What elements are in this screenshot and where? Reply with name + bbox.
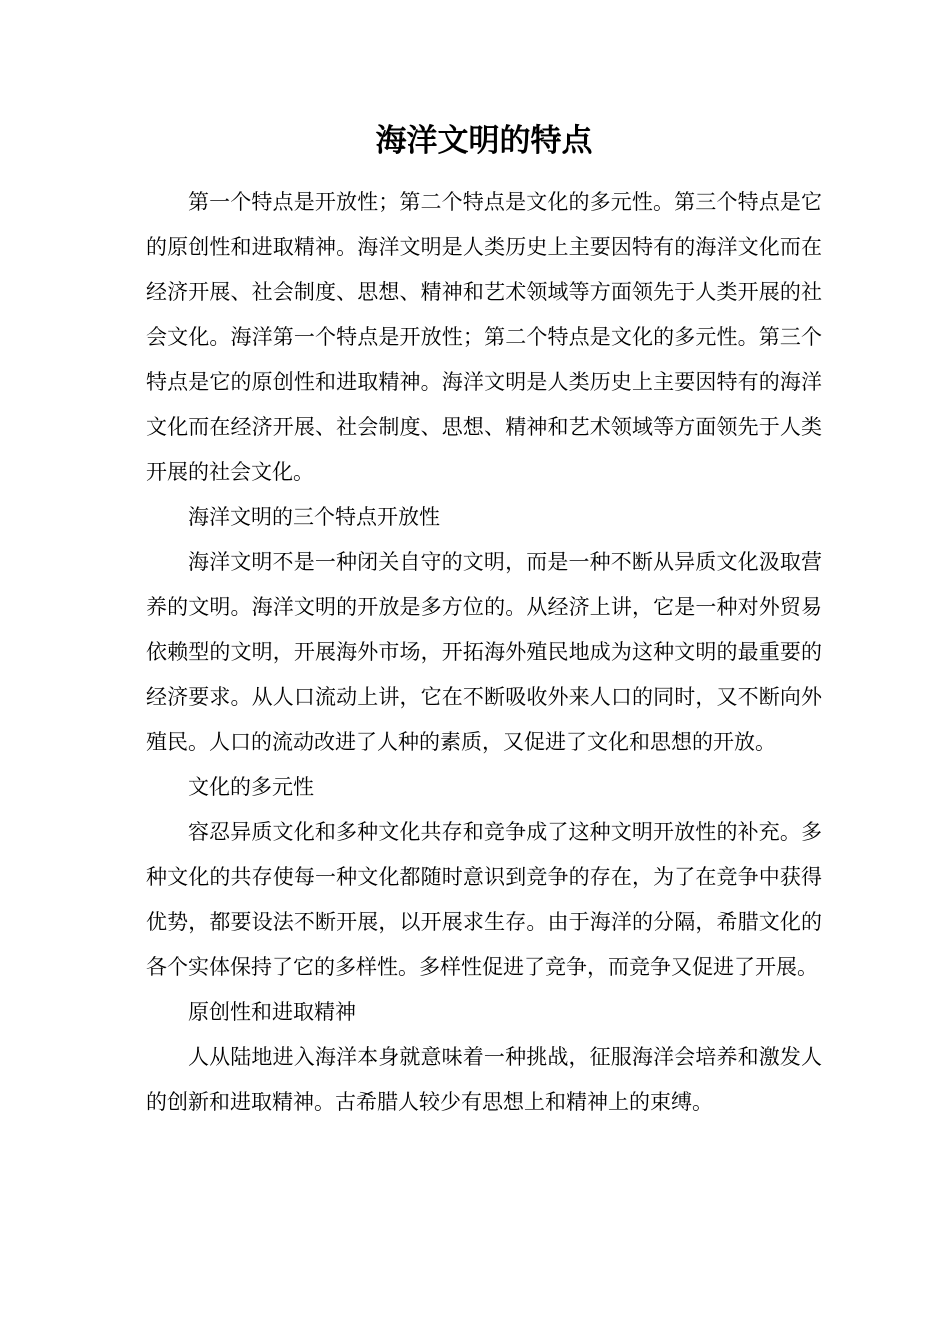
- section-heading-originality: 原创性和进取精神: [188, 1000, 356, 1024]
- paragraph-originality: 人从陆地进入海洋本身就意味着一种挑战，征服海洋会培养和激发人的创新和进取精神。古希腊人较少有思想上和精神上的束缚。: [146, 1045, 822, 1114]
- document-body: [146, 180, 822, 1125]
- document-title: 海洋文明的特点: [375, 123, 593, 159]
- section-heading-openness: 海洋文明的三个特点开放性: [188, 505, 440, 529]
- section-heading-diversity: 文化的多元性: [188, 775, 314, 799]
- document-page: [146, 110, 822, 1125]
- paragraph-openness: 海洋文明不是一种闭关自守的文明，而是一种不断从异质文化汲取营养的文明。海洋文明的开放是多方位的。从经济上讲，它是一种对外贸易依赖型的文明，开展海外市场，开拓海外殖民地成为这种文明的最重要的经济要求。从人口流动上讲，它在不断吸收外来人口的同时，又不断向外殖民。人口的流动改进了人种的素质，又促进了文化和思想的开放。: [146, 550, 822, 754]
- paragraph-intro: 第一个特点是开放性；第二个特点是文化的多元性。第三个特点是它的原创性和进取精神。海洋文明是人类历史上主要因特有的海洋文化而在经济开展、社会制度、思想、精神和艺术领域等方面领先于人类开展的社会文化。海洋第一个特点是开放性；第二个特点是文化的多元性。第三个特点是它的原创性和进取精神。海洋文明是人类历史上主要因特有的海洋文化而在经济开展、社会制度、思想、精神和艺术领域等方面领先于人类开展的社会文化。: [146, 190, 822, 484]
- paragraph-diversity: 容忍异质文化和多种文化共存和竞争成了这种文明开放性的补充。多种文化的共存使每一种文化都随时意识到竞争的存在，为了在竞争中获得优势，都要设法不断开展，以开展求生存。由于海洋的分隔，希腊文化的各个实体保持了它的多样性。多样性促进了竞争，而竞争又促进了开展。: [146, 820, 822, 979]
